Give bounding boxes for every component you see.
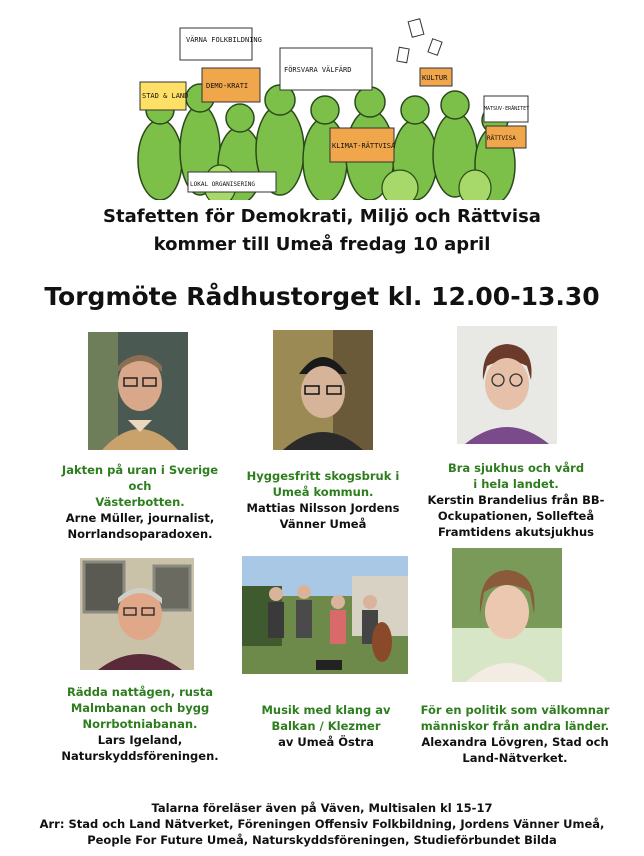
photo-arne-muller bbox=[88, 332, 188, 450]
footer-line-2: Arr: Stad och Land Nätverket, Föreningen Offensiv Folkbildning, Jordens Vänner Umeå, bbox=[39, 817, 605, 831]
speaker-3-desc-1: Kerstin Brandelius från BB- bbox=[427, 493, 605, 507]
sign-demokrati: DEMO-KRATI bbox=[206, 82, 249, 90]
speaker-5-desc-1: av Umeå Östra bbox=[278, 735, 374, 749]
speaker-1-caption bbox=[50, 462, 230, 542]
photo-mattias-nilsson bbox=[273, 330, 373, 450]
footer bbox=[0, 800, 644, 848]
sign-rattvisa: RÄTTVISA bbox=[487, 135, 516, 142]
speaker-4-desc-2: Naturskyddsföreningen. bbox=[61, 749, 219, 763]
speaker-3-desc-2: Ockupationen, Sollefteå bbox=[437, 509, 595, 523]
speaker-4-desc-1: Lars Igeland, bbox=[97, 733, 183, 747]
speaker-4-topic-3: Norrbotniabanan. bbox=[82, 717, 198, 731]
speaker-2-topic-2: Umeå kommun. bbox=[272, 485, 374, 499]
speaker-6-desc-1: Alexandra Lövgren, Stad och bbox=[421, 735, 609, 749]
headline-line-1: Stafetten för Demokrati, Miljö och Rättvisa bbox=[103, 206, 541, 227]
speaker-4-topic-1: Rädda nattågen, rusta bbox=[66, 685, 214, 699]
speaker-6-topic-1: För en politik som välkomnar bbox=[420, 703, 610, 717]
photo-alexandra-lovgren bbox=[452, 548, 562, 682]
photo-kerstin-brandelius bbox=[457, 326, 557, 444]
speaker-1-topic-1: Jakten på uran i Sverige och bbox=[61, 463, 219, 493]
speaker-4-caption bbox=[50, 684, 230, 764]
photo-umea-ostra-band bbox=[242, 556, 408, 674]
sign-valfard: FÖRSVARA VÄLFÄRD bbox=[284, 66, 352, 74]
sign-kultur: KULTUR bbox=[422, 74, 448, 82]
speaker-2-caption bbox=[238, 468, 408, 532]
photo-lars-igeland bbox=[80, 558, 194, 670]
sign-matsuv: MATSUV-ERÄNITET bbox=[484, 106, 530, 112]
banner-illustration bbox=[130, 10, 530, 200]
speaker-2-desc-2: Vänner Umeå bbox=[279, 517, 367, 531]
speaker-1-desc-2: Norrlandsoparadoxen. bbox=[67, 527, 213, 541]
speaker-2-desc-1: Mattias Nilsson Jordens bbox=[246, 501, 400, 515]
speaker-6-topic-2: människor från andra länder. bbox=[420, 719, 610, 733]
speaker-3-caption bbox=[418, 460, 614, 540]
speaker-1-desc-1: Arne Müller, journalist, bbox=[65, 511, 215, 525]
speaker-1-topic-2: Västerbotten. bbox=[95, 495, 185, 509]
speaker-5-topic-1: Musik med klang av bbox=[261, 703, 391, 717]
footer-line-3: People For Future Umeå, Naturskyddsföreningen, Studieförbundet Bilda bbox=[87, 833, 557, 847]
sign-klimat: KLIMAT-RÄTTVISA bbox=[332, 142, 396, 150]
speaker-2-topic-1: Hyggesfritt skogsbruk i bbox=[246, 469, 400, 483]
speaker-6-caption bbox=[410, 702, 620, 766]
sign-varna: VÄRNA FOLKBILDNING bbox=[186, 36, 262, 44]
sign-stadland: STAD & LAND bbox=[142, 92, 189, 100]
sign-lokal: LOKAL ORGANISERING bbox=[190, 181, 256, 188]
speaker-3-topic-2: i hela landet. bbox=[473, 477, 559, 491]
speaker-4-topic-2: Malmbanan och bygg bbox=[70, 701, 210, 715]
event-title: Torgmöte Rådhustorget kl. 12.00-13.30 bbox=[44, 282, 600, 311]
speaker-6-desc-2: Land-Nätverket. bbox=[462, 751, 568, 765]
footer-line-1: Talarna föreläser även på Väven, Multisalen kl 15-17 bbox=[151, 801, 493, 815]
speaker-3-topic-1: Bra sjukhus och vård bbox=[447, 461, 585, 475]
speaker-3-desc-3: Framtidens akutsjukhus bbox=[438, 525, 594, 539]
headline-line-2: kommer till Umeå fredag 10 april bbox=[153, 234, 491, 255]
speaker-5-caption bbox=[238, 702, 414, 750]
speaker-5-topic-2: Balkan / Klezmer bbox=[271, 719, 381, 733]
